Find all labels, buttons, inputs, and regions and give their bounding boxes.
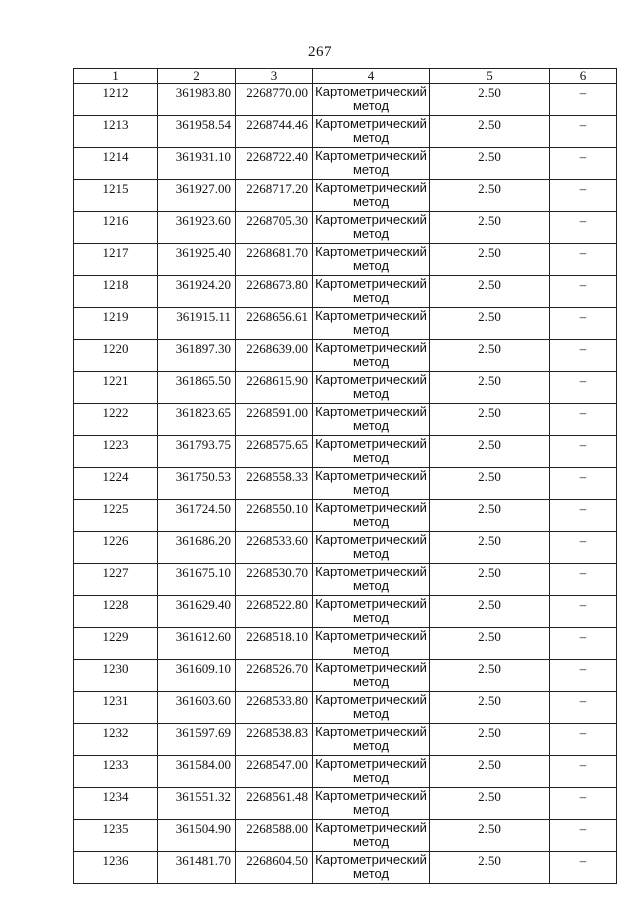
note-cell: –	[550, 852, 617, 884]
y-coordinate-cell: 2268591.00	[236, 404, 313, 436]
x-coordinate-cell: 361923.60	[158, 212, 236, 244]
table-row	[74, 468, 617, 500]
method-label-line2: метод	[352, 834, 390, 849]
method-label-line2: метод	[352, 194, 390, 209]
y-coordinate-cell: 2268673.80	[236, 276, 313, 308]
y-coordinate-cell: 2268722.40	[236, 148, 313, 180]
method-label-line1: Картометрический	[315, 500, 427, 515]
note-cell: –	[550, 308, 617, 340]
table-row	[74, 308, 617, 340]
y-coordinate-cell: 2268604.50	[236, 852, 313, 884]
point-number-cell: 1213	[74, 116, 158, 148]
column-header-4: 4	[313, 69, 430, 84]
method-label-line1: Картометрический	[315, 468, 427, 483]
column-header-1: 1	[74, 69, 158, 84]
method-label-line2: метод	[352, 450, 390, 465]
table-header-row	[74, 69, 617, 84]
point-number-cell: 1236	[74, 852, 158, 884]
point-number-cell: 1233	[74, 756, 158, 788]
note-cell: –	[550, 660, 617, 692]
y-coordinate-cell: 2268561.48	[236, 788, 313, 820]
method-label-line2: метод	[352, 866, 390, 881]
method-label-line2: метод	[352, 290, 390, 305]
accuracy-cell: 2.50	[430, 820, 550, 852]
point-number-cell: 1227	[74, 564, 158, 596]
table-body	[74, 84, 617, 884]
method-cell	[313, 468, 430, 500]
method-label-line1: Картометрический	[315, 116, 427, 131]
method-cell	[313, 180, 430, 212]
x-coordinate-cell: 361609.10	[158, 660, 236, 692]
table-row	[74, 820, 617, 852]
method-label-line1: Картометрический	[315, 340, 427, 355]
accuracy-cell: 2.50	[430, 660, 550, 692]
x-coordinate-cell: 361983.80	[158, 84, 236, 116]
method-label-line1: Картометрический	[315, 276, 427, 291]
point-number-cell: 1220	[74, 340, 158, 372]
point-number-cell: 1224	[74, 468, 158, 500]
y-coordinate-cell: 2268533.80	[236, 692, 313, 724]
accuracy-cell: 2.50	[430, 308, 550, 340]
method-label-line1: Картометрический	[315, 84, 427, 99]
accuracy-cell: 2.50	[430, 852, 550, 884]
method-cell	[313, 436, 430, 468]
method-cell	[313, 756, 430, 788]
table-row	[74, 404, 617, 436]
x-coordinate-cell: 361924.20	[158, 276, 236, 308]
method-label-line1: Картометрический	[315, 564, 427, 579]
accuracy-cell: 2.50	[430, 628, 550, 660]
x-coordinate-cell: 361865.50	[158, 372, 236, 404]
table-row	[74, 692, 617, 724]
y-coordinate-cell: 2268717.20	[236, 180, 313, 212]
column-header-5: 5	[430, 69, 550, 84]
point-number-cell: 1221	[74, 372, 158, 404]
y-coordinate-cell: 2268538.83	[236, 724, 313, 756]
accuracy-cell: 2.50	[430, 692, 550, 724]
method-cell	[313, 564, 430, 596]
accuracy-cell: 2.50	[430, 436, 550, 468]
method-label-line2: метод	[352, 162, 390, 177]
y-coordinate-cell: 2268615.90	[236, 372, 313, 404]
method-cell	[313, 116, 430, 148]
method-label-line1: Картометрический	[315, 788, 427, 803]
method-cell	[313, 148, 430, 180]
y-coordinate-cell: 2268547.00	[236, 756, 313, 788]
method-label-line1: Картометрический	[315, 692, 427, 707]
method-cell	[313, 308, 430, 340]
point-number-cell: 1219	[74, 308, 158, 340]
note-cell: –	[550, 84, 617, 116]
method-cell	[313, 852, 430, 884]
accuracy-cell: 2.50	[430, 244, 550, 276]
table-row	[74, 628, 617, 660]
point-number-cell: 1235	[74, 820, 158, 852]
method-label-line2: метод	[352, 706, 390, 721]
accuracy-cell: 2.50	[430, 500, 550, 532]
accuracy-cell: 2.50	[430, 724, 550, 756]
method-label-line1: Картометрический	[315, 148, 427, 163]
method-label-line2: метод	[352, 642, 390, 657]
accuracy-cell: 2.50	[430, 596, 550, 628]
method-cell	[313, 596, 430, 628]
method-label-line2: метод	[352, 98, 390, 113]
note-cell: –	[550, 148, 617, 180]
accuracy-cell: 2.50	[430, 340, 550, 372]
method-label-line1: Картометрический	[315, 436, 427, 451]
note-cell: –	[550, 596, 617, 628]
method-cell	[313, 628, 430, 660]
accuracy-cell: 2.50	[430, 372, 550, 404]
table-row	[74, 724, 617, 756]
point-number-cell: 1230	[74, 660, 158, 692]
method-cell	[313, 660, 430, 692]
accuracy-cell: 2.50	[430, 564, 550, 596]
y-coordinate-cell: 2268575.65	[236, 436, 313, 468]
method-label-line2: метод	[352, 546, 390, 561]
method-label-line2: метод	[352, 226, 390, 241]
table-row	[74, 340, 617, 372]
note-cell: –	[550, 756, 617, 788]
y-coordinate-cell: 2268588.00	[236, 820, 313, 852]
method-label-line2: метод	[352, 482, 390, 497]
x-coordinate-cell: 361927.00	[158, 180, 236, 212]
table-row	[74, 788, 617, 820]
method-label-line2: метод	[352, 770, 390, 785]
method-cell	[313, 84, 430, 116]
column-header-3: 3	[236, 69, 313, 84]
x-coordinate-cell: 361551.32	[158, 788, 236, 820]
table-row	[74, 180, 617, 212]
table-row	[74, 756, 617, 788]
method-cell	[313, 788, 430, 820]
method-label-line1: Картометрический	[315, 308, 427, 323]
point-number-cell: 1216	[74, 212, 158, 244]
x-coordinate-cell: 361897.30	[158, 340, 236, 372]
x-coordinate-cell: 361629.40	[158, 596, 236, 628]
x-coordinate-cell: 361915.11	[158, 308, 236, 340]
x-coordinate-cell: 361823.65	[158, 404, 236, 436]
table-row	[74, 148, 617, 180]
x-coordinate-cell: 361750.53	[158, 468, 236, 500]
method-label-line2: метод	[352, 322, 390, 337]
x-coordinate-cell: 361603.60	[158, 692, 236, 724]
method-cell	[313, 404, 430, 436]
y-coordinate-cell: 2268558.33	[236, 468, 313, 500]
method-label-line1: Картометрический	[315, 244, 427, 259]
table-row	[74, 244, 617, 276]
accuracy-cell: 2.50	[430, 116, 550, 148]
x-coordinate-cell: 361793.75	[158, 436, 236, 468]
table-row	[74, 212, 617, 244]
table-row	[74, 596, 617, 628]
accuracy-cell: 2.50	[430, 84, 550, 116]
accuracy-cell: 2.50	[430, 212, 550, 244]
column-header-6: 6	[550, 69, 617, 84]
note-cell: –	[550, 276, 617, 308]
y-coordinate-cell: 2268705.30	[236, 212, 313, 244]
method-label-line1: Картометрический	[315, 532, 427, 547]
note-cell: –	[550, 820, 617, 852]
method-label-line2: метод	[352, 514, 390, 529]
accuracy-cell: 2.50	[430, 180, 550, 212]
accuracy-cell: 2.50	[430, 468, 550, 500]
point-number-cell: 1222	[74, 404, 158, 436]
method-label-line1: Картометрический	[315, 756, 427, 771]
point-number-cell: 1214	[74, 148, 158, 180]
page-number: 267	[308, 44, 332, 60]
method-label-line2: метод	[352, 386, 390, 401]
y-coordinate-cell: 2268518.10	[236, 628, 313, 660]
y-coordinate-cell: 2268526.70	[236, 660, 313, 692]
y-coordinate-cell: 2268770.00	[236, 84, 313, 116]
method-cell	[313, 500, 430, 532]
note-cell: –	[550, 788, 617, 820]
point-number-cell: 1228	[74, 596, 158, 628]
point-number-cell: 1217	[74, 244, 158, 276]
table-row	[74, 84, 617, 116]
method-label-line2: метод	[352, 738, 390, 753]
method-label-line1: Картометрический	[315, 660, 427, 675]
accuracy-cell: 2.50	[430, 532, 550, 564]
y-coordinate-cell: 2268533.60	[236, 532, 313, 564]
method-cell	[313, 532, 430, 564]
note-cell: –	[550, 116, 617, 148]
note-cell: –	[550, 436, 617, 468]
method-cell	[313, 692, 430, 724]
note-cell: –	[550, 404, 617, 436]
x-coordinate-cell: 361584.00	[158, 756, 236, 788]
table-row	[74, 116, 617, 148]
x-coordinate-cell: 361931.10	[158, 148, 236, 180]
coordinates-table	[73, 68, 617, 884]
point-number-cell: 1218	[74, 276, 158, 308]
method-label-line1: Картометрический	[315, 820, 427, 835]
note-cell: –	[550, 532, 617, 564]
method-label-line2: метод	[352, 610, 390, 625]
method-label-line2: метод	[352, 130, 390, 145]
point-number-cell: 1223	[74, 436, 158, 468]
point-number-cell: 1212	[74, 84, 158, 116]
y-coordinate-cell: 2268522.80	[236, 596, 313, 628]
x-coordinate-cell: 361686.20	[158, 532, 236, 564]
point-number-cell: 1225	[74, 500, 158, 532]
x-coordinate-cell: 361958.54	[158, 116, 236, 148]
note-cell: –	[550, 340, 617, 372]
table-row	[74, 852, 617, 884]
x-coordinate-cell: 361597.69	[158, 724, 236, 756]
point-number-cell: 1215	[74, 180, 158, 212]
method-label-line1: Картометрический	[315, 596, 427, 611]
method-label-line2: метод	[352, 578, 390, 593]
method-label-line1: Картометрический	[315, 212, 427, 227]
point-number-cell: 1229	[74, 628, 158, 660]
method-label-line1: Картометрический	[315, 404, 427, 419]
note-cell: –	[550, 212, 617, 244]
accuracy-cell: 2.50	[430, 148, 550, 180]
method-cell	[313, 276, 430, 308]
x-coordinate-cell: 361481.70	[158, 852, 236, 884]
y-coordinate-cell: 2268530.70	[236, 564, 313, 596]
method-cell	[313, 820, 430, 852]
table-row	[74, 276, 617, 308]
note-cell: –	[550, 724, 617, 756]
accuracy-cell: 2.50	[430, 404, 550, 436]
note-cell: –	[550, 628, 617, 660]
table-row	[74, 660, 617, 692]
method-label-line2: метод	[352, 802, 390, 817]
accuracy-cell: 2.50	[430, 756, 550, 788]
x-coordinate-cell: 361504.90	[158, 820, 236, 852]
method-label-line2: метод	[352, 418, 390, 433]
note-cell: –	[550, 244, 617, 276]
note-cell: –	[550, 372, 617, 404]
method-label-line2: метод	[352, 354, 390, 369]
x-coordinate-cell: 361925.40	[158, 244, 236, 276]
point-number-cell: 1231	[74, 692, 158, 724]
x-coordinate-cell: 361724.50	[158, 500, 236, 532]
method-label-line1: Картометрический	[315, 628, 427, 643]
method-label-line1: Картометрический	[315, 372, 427, 387]
y-coordinate-cell: 2268550.10	[236, 500, 313, 532]
y-coordinate-cell: 2268656.61	[236, 308, 313, 340]
method-cell	[313, 340, 430, 372]
method-label-line1: Картометрический	[315, 180, 427, 195]
point-number-cell: 1234	[74, 788, 158, 820]
note-cell: –	[550, 564, 617, 596]
method-label-line1: Картометрический	[315, 852, 427, 867]
table-row	[74, 500, 617, 532]
note-cell: –	[550, 500, 617, 532]
note-cell: –	[550, 692, 617, 724]
table-row	[74, 436, 617, 468]
method-cell	[313, 212, 430, 244]
y-coordinate-cell: 2268639.00	[236, 340, 313, 372]
accuracy-cell: 2.50	[430, 276, 550, 308]
point-number-cell: 1232	[74, 724, 158, 756]
method-label-line2: метод	[352, 258, 390, 273]
table-row	[74, 532, 617, 564]
table-row	[74, 564, 617, 596]
method-label-line2: метод	[352, 674, 390, 689]
method-label-line1: Картометрический	[315, 724, 427, 739]
method-cell	[313, 724, 430, 756]
point-number-cell: 1226	[74, 532, 158, 564]
method-cell	[313, 372, 430, 404]
method-cell	[313, 244, 430, 276]
x-coordinate-cell: 361675.10	[158, 564, 236, 596]
table-row	[74, 372, 617, 404]
x-coordinate-cell: 361612.60	[158, 628, 236, 660]
note-cell: –	[550, 180, 617, 212]
column-header-2: 2	[158, 69, 236, 84]
accuracy-cell: 2.50	[430, 788, 550, 820]
y-coordinate-cell: 2268744.46	[236, 116, 313, 148]
y-coordinate-cell: 2268681.70	[236, 244, 313, 276]
note-cell: –	[550, 468, 617, 500]
